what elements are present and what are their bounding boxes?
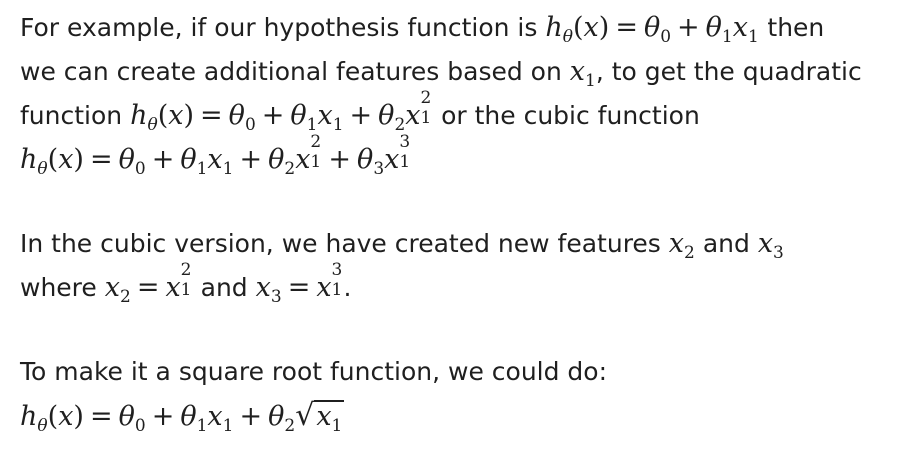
hypothesis-formula-linear: $h_\theta(x) = \theta_0 + \theta_1x_1$	[545, 12, 759, 47]
p3-line1	[20, 352, 607, 392]
sqrt-formula: $h_\theta(x) = \theta_0 + \theta_1x_1 + \theta_2√x_1$	[20, 398, 343, 436]
p1-line3-text-b: or the cubic function	[441, 101, 700, 130]
p1-line2	[20, 52, 862, 92]
p2-line2-text-c: .	[343, 273, 352, 302]
x1-variable: $x_1$	[569, 56, 596, 91]
sqrt-radicand: $x_1$	[316, 401, 343, 436]
p3-line1-text: To make it a square root function, we could do:	[20, 357, 608, 386]
p2-line2	[20, 260, 352, 308]
p2-line2-text-a: where	[20, 273, 97, 302]
p1-line1	[20, 8, 824, 48]
p1-line1-text: For example, if our hypothesis function is	[20, 13, 538, 42]
x2-definition: $x_2 = x$ 2 1	[104, 260, 192, 307]
sqrt-icon: √	[295, 398, 315, 433]
p2-line1	[20, 224, 784, 264]
cubic-formula: $h_\theta(x) = \theta_0 + \theta_1x_1 + \theta_2x$ 2 1 + $\theta_3x$ 3 1	[20, 132, 411, 179]
p1-line3-text-a: function	[20, 101, 123, 130]
x3-definition: $x_3 = x$ 3 1	[255, 260, 343, 307]
p2-line1-text-a: In the cubic version, we have created new features	[20, 229, 661, 258]
p1-line1-tail: then	[767, 13, 825, 42]
p1-line2-text-a: we can create additional features based on	[20, 57, 562, 86]
quadratic-formula: $h_\theta(x) = \theta_0 + \theta_1x_1 + \theta_2x$ 2 1	[130, 88, 432, 135]
p1-line4	[20, 132, 411, 180]
x2-variable: $x_2$	[668, 228, 695, 263]
p2-line1-text-b: and	[702, 229, 750, 258]
p2-line2-text-b: and	[200, 273, 248, 302]
x3-variable: $x_3$	[757, 228, 784, 263]
p1-line2-text-b: , to get the quadratic	[595, 57, 862, 86]
p3-line2	[20, 396, 344, 436]
p1-line3	[20, 88, 700, 136]
